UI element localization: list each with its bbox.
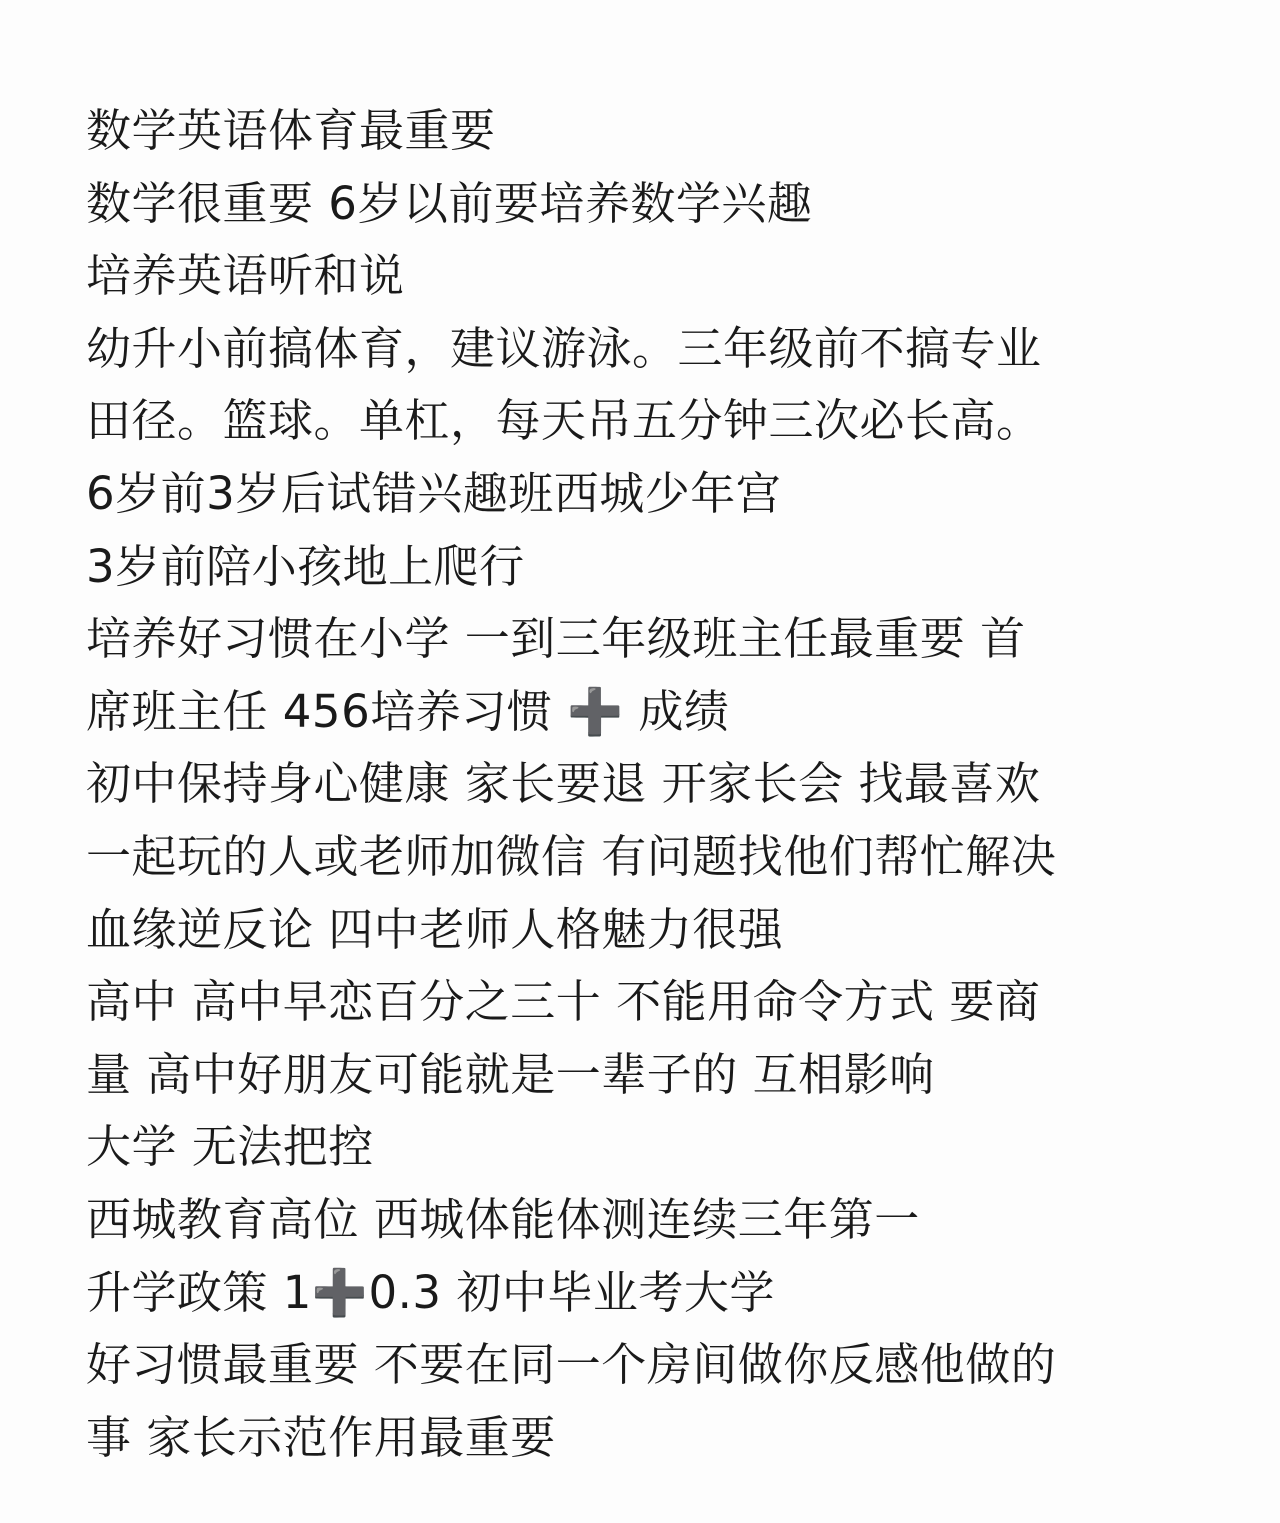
note-line: 席班主任 456培养习惯 ➕ 成绩 xyxy=(86,684,730,738)
note-line: 血缘逆反论 四中老师人格魅力很强 xyxy=(86,902,784,956)
note-line: 初中保持身心健康 家长要退 开家长会 找最喜欢 xyxy=(86,757,1041,811)
note-line: 幼升小前搞体育，建议游泳。三年级前不搞专业 xyxy=(86,321,1042,375)
note-text xyxy=(86,95,1206,1474)
note-line: 西城教育高位 西城体能体测连续三年第一 xyxy=(86,1192,920,1246)
note-line: 事 家长示范作用最重要 xyxy=(86,1410,556,1464)
note-line: 田径。篮球。单杠，每天吊五分钟三次必长高。 xyxy=(86,394,1042,448)
note-line: 3岁前陪小孩地上爬行 xyxy=(86,539,525,593)
note-line: 好习惯最重要 不要在同一个房间做你反感他做的 xyxy=(86,1338,1057,1392)
note-line: 高中 高中早恋百分之三十 不能用命令方式 要商 xyxy=(86,975,1041,1029)
note-line: 培养好习惯在小学 一到三年级班主任最重要 首 xyxy=(86,612,1026,666)
note-line: 数学英语体育最重要 xyxy=(86,104,496,157)
note-line: 升学政策 1➕0.3 初中毕业考大学 xyxy=(86,1265,775,1319)
note-line: 量 高中好朋友可能就是一辈子的 互相影响 xyxy=(86,1047,935,1101)
note-line: 培养英语听和说 xyxy=(86,249,405,303)
note-line: 大学 无法把控 xyxy=(86,1120,374,1174)
note-line: 一起玩的人或老师加微信 有问题找他们帮忙解决 xyxy=(86,829,1057,883)
note-line: 6岁前3岁后试错兴趣班西城少年宫 xyxy=(86,466,782,520)
note-line: 数学很重要 6岁以前要培养数学兴趣 xyxy=(86,176,813,230)
